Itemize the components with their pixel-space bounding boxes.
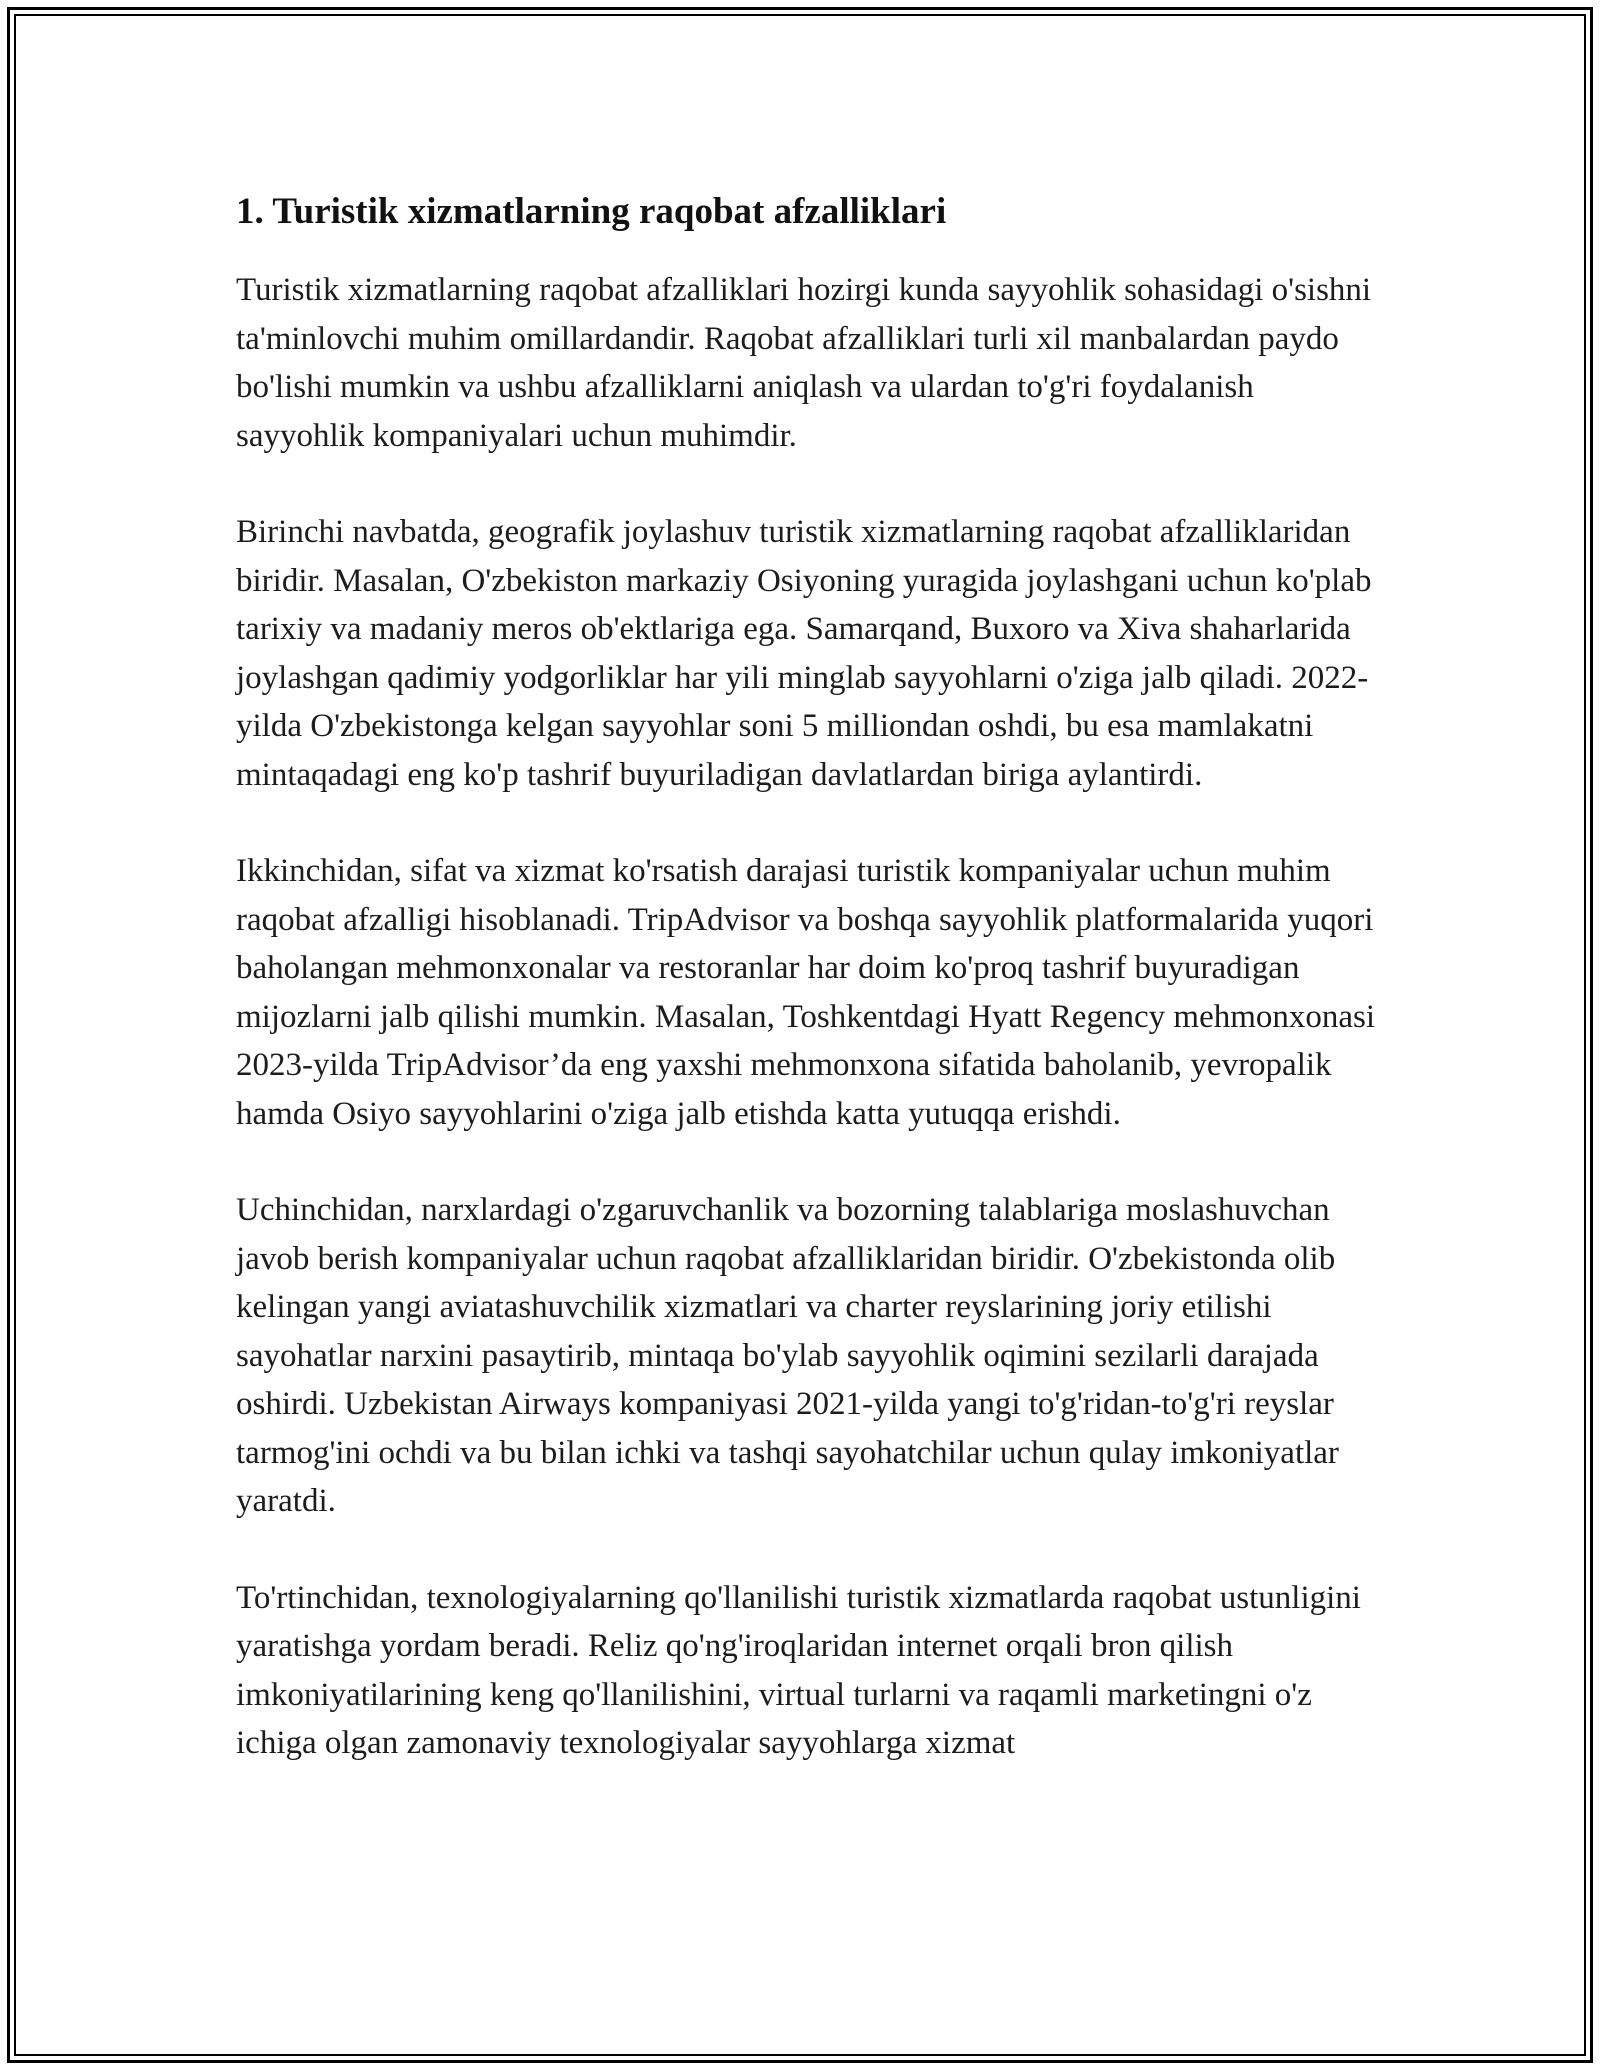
paragraph-first: Birinchi navbatda, geografik joylashuv turistik xizmatlarning raqobat afzalliklaridan biridir. Masalan, O'zbekiston markaziy Osiyoning yuragida joylashgani uchun ko'plab tarixiy va madaniy meros ob'ektlariga ega. Samarqand, Buxoro va Xiva shaharlarida joylashgan qadimiy yodgorliklar har yili minglab sayyohlarni o'ziga jalb qiladi. 2022-yilda O'zbekistonga kelgan sayyohlar soni 5 milliondan oshdi, bu esa mamlakatni mintaqadagi eng ko'p tashrif buyuriladigan davlatlardan biriga aylantirdi. [236, 514, 1372, 793]
paragraph-third: Uchinchidan, narxlardagi o'zgaruvchanlik va bozorning talablariga moslashuvchan javob berish kompaniyalar uchun raqobat afzalliklaridan biridir. O'zbekistonda olib kelingan yangi aviatashuvchilik xizmatlari va charter reyslarining joriy etilishi sayohatlar narxini pasaytirib, mintaqa bo'ylab sayyohlik oqimini sezilarli darajada oshirdi. Uzbekistan Airways kompaniyasi 2021-yilda yangi to'g'ridan-to'g'ri reyslar tarmog'ini ochdi va bu bilan ichki va tashqi sayohatchilar uchun qulay imkoniyatlar yaratdi. [236, 1192, 1339, 1519]
document-body [236, 186, 1381, 1816]
section-heading: 1. Turistik xizmatlarning raqobat afzalliklari [236, 191, 947, 232]
paragraph-second: Ikkinchidan, sifat va xizmat ko'rsatish darajasi turistik kompaniyalar uchun muhim raqobat afzalligi hisoblanadi. TripAdvisor va boshqa sayyohlik platformalarida yuqori baholangan mehmonxonalar va restoranlar har doim ko'proq tashrif buyuradigan mijozlarni jalb qilishi mumkin. Masalan, Toshkentdagi Hyatt Regency mehmonxonasi 2023-yilda TripAdvisor’da eng yaxshi mehmonxona sifatida baholanib, yevropalik hamda Osiyo sayyohlarini o'ziga jalb etishda katta yutuqqa erishdi. [236, 853, 1376, 1132]
paragraph-intro: Turistik xizmatlarning raqobat afzalliklari hozirgi kunda sayyohlik sohasidagi o'sishni ta'minlovchi muhim omillardandir. Raqobat afzalliklari turli xil manbalardan paydo bo'lishi mumkin va ushbu afzalliklarni aniqlash va ulardan to'g'ri foydalanish sayyohlik kompaniyalari uchun muhimdir. [236, 272, 1372, 454]
paragraph-fourth: To'rtinchidan, texnologiyalarning qo'llanilishi turistik xizmatlarda raqobat ustunligini yaratishga yordam beradi. Reliz qo'ng'iroqlaridan internet orqali bron qilish imkoniyatilarining keng qo'llanilishini, virtual turlarni va raqamli marketingni o'z ichiga olgan zamonaviy texnologiyalar sayyohlarga xizmat [236, 1579, 1361, 1761]
